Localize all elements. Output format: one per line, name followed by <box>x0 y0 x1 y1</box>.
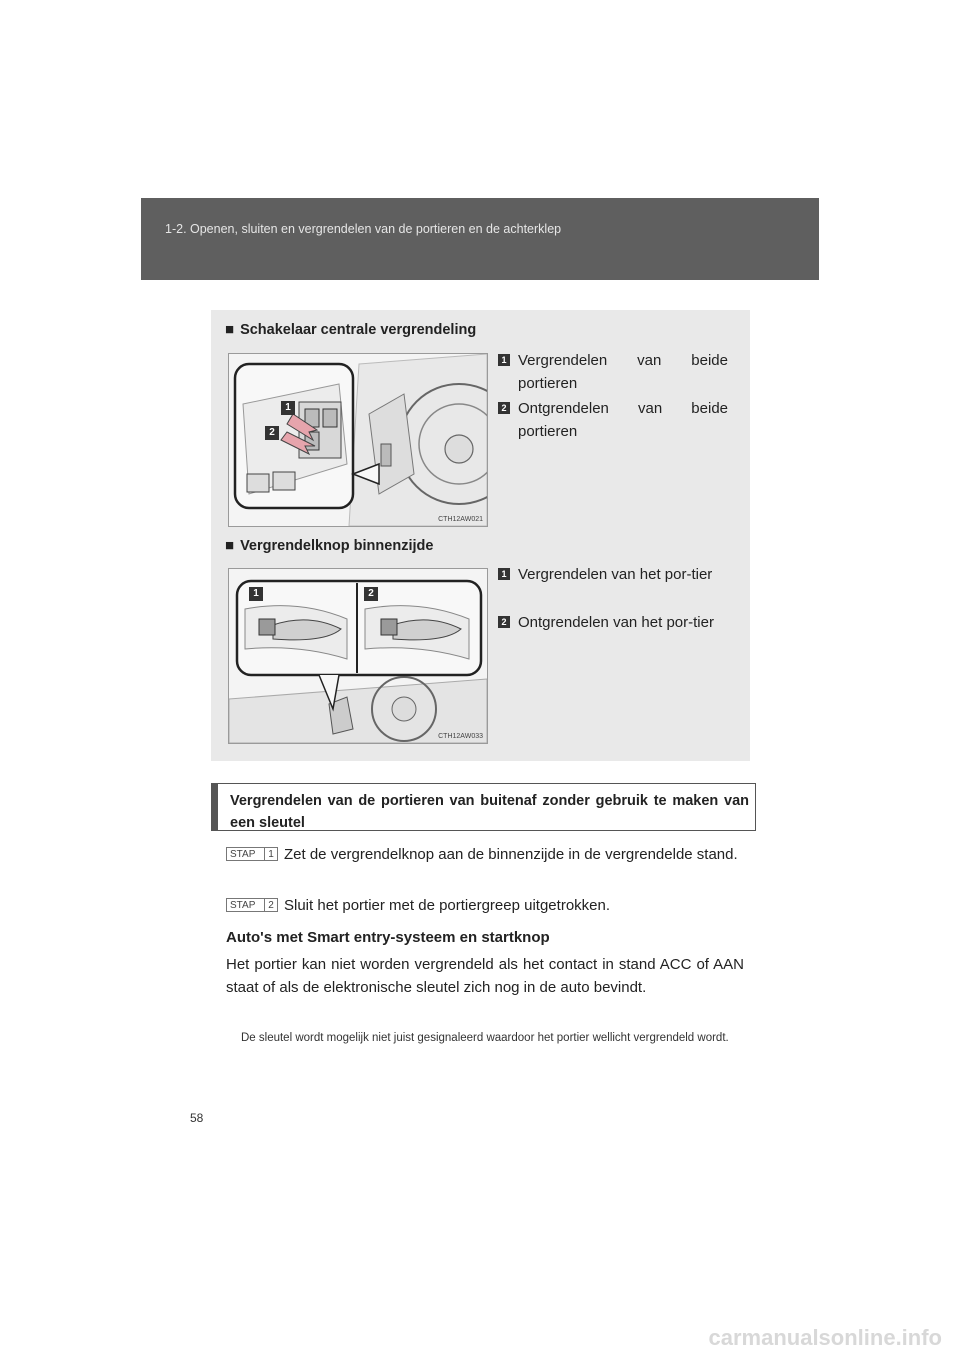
heading-text: Vergrendelknop binnenzijde <box>240 538 434 554</box>
note-text: De sleutel wordt mogelijk niet juist gesignaleerd waardoor het portier wellicht vergrendeld wordt. <box>241 1032 729 1044</box>
callout-lock-both <box>498 349 728 395</box>
callout-text: Vergrendelen van beide portieren <box>518 352 728 392</box>
step-badge <box>226 898 278 912</box>
step-text: Sluit het portier met de portiergreep uitgetrokken. <box>284 897 611 914</box>
step-text: Zet de vergrendelknop aan de binnenzijde in de vergrendelde stand. <box>284 846 738 863</box>
figure-code: CTH12AW033 <box>438 733 483 740</box>
square-bullet-icon: ■ <box>225 321 235 338</box>
callout-text: Ontgrendelen van het por-tier <box>518 614 714 631</box>
chapter-header <box>141 198 819 280</box>
step-word: STAP <box>230 900 256 911</box>
heading-text: Schakelaar centrale vergrendeling <box>240 322 477 338</box>
section-heading-box <box>211 783 756 831</box>
heading-inside-lock-button <box>225 537 433 554</box>
callout-lock-door <box>498 563 728 586</box>
figure-code: CTH12AW021 <box>438 516 483 523</box>
callout-number-2-icon: 2 <box>498 402 510 414</box>
figure-inside-lock-button <box>228 568 488 744</box>
page-number: 58 <box>190 1111 204 1125</box>
section-title: Vergrendelen van de portieren van buitenaf zonder gebruik te maken van een sleutel <box>230 793 749 831</box>
body-paragraph: Het portier kan niet worden vergrendeld als het contact in stand ACC of AAN staat of als de elektronische sleutel zich nog in de auto bevindt. <box>226 956 744 996</box>
callout-number-1-icon: 1 <box>498 568 510 580</box>
figure-label-1: 1 <box>281 401 295 415</box>
callout-number-2-icon: 2 <box>498 616 510 628</box>
chapter-title: 1-2. Openen, sluiten en vergrendelen van de portieren en de achterklep <box>165 222 562 236</box>
step-badge <box>226 847 278 861</box>
figure-label-2: 2 <box>265 426 279 440</box>
figure-central-lock-switch <box>228 353 488 527</box>
callout-unlock-both <box>498 397 728 443</box>
callout-text: Ontgrendelen van beide portieren <box>518 400 728 440</box>
step-number: 1 <box>264 848 277 860</box>
inside-lock-illustration <box>229 569 487 743</box>
watermark: carmanualsonline.info <box>708 1325 942 1350</box>
figure-label-1: 1 <box>249 587 263 601</box>
central-lock-illustration <box>229 354 487 526</box>
callout-unlock-door <box>498 611 728 634</box>
subheading-smart-entry: Auto's met Smart entry-systeem en startknop <box>226 929 550 946</box>
figure-label-2: 2 <box>364 587 378 601</box>
callout-number-1-icon: 1 <box>498 354 510 366</box>
step-1 <box>226 843 750 866</box>
step-word: STAP <box>230 849 256 860</box>
square-bullet-icon: ■ <box>225 537 235 554</box>
step-number: 2 <box>264 899 277 911</box>
callout-text: Vergrendelen van het por-tier <box>518 566 713 583</box>
heading-central-lock-switch <box>225 321 476 338</box>
step-2 <box>226 894 750 917</box>
